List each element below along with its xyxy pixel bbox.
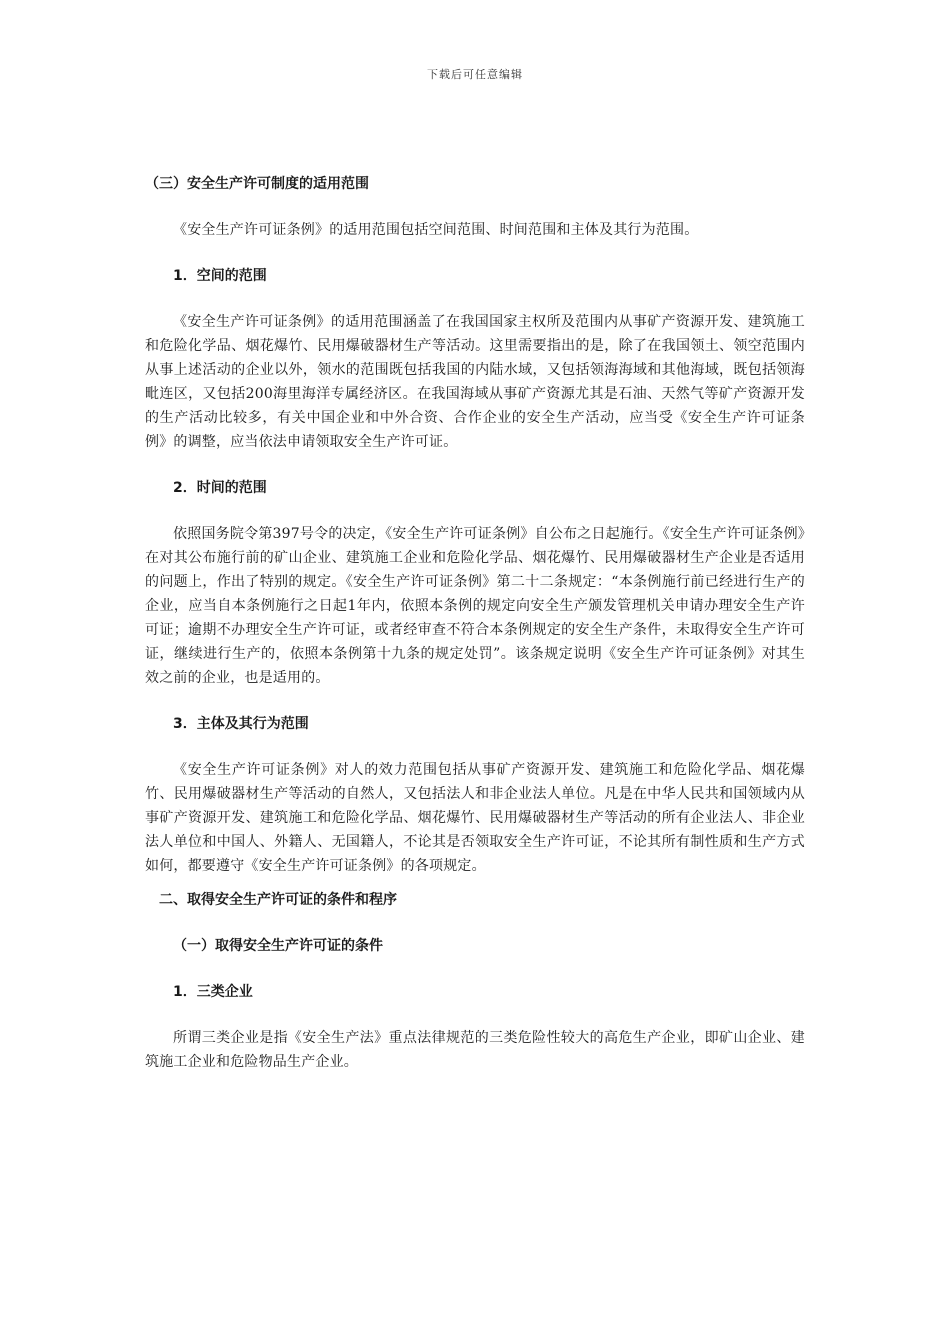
subsection-heading: 1．三类企业	[173, 984, 253, 1000]
paragraph: 《安全生产许可证条例》的适用范围包括空间范围、时间范围和主体及其行为范围。	[173, 222, 699, 238]
paragraph: 依照国务院令第397号令的决定，《安全生产许可证条例》自公布之日起施行。《安全生产许可证条例》在对其公布施行前的矿山企业、建筑施工企业和危险化学品、烟花爆竹、民用爆破器材生产企业是否适用的问题上，作出了特别的规定。《安全生产许可证条例》第二十二条规定：“本条例施行前已经进行生产的企业，应当自本条例施行之日起1年内，依照本条例的规定向安全生产颁发管理机关申请办理安全生产许可证；逾期不办理安全生产许可证，或者经审查不符合本条例规定的安全生产条件，未取得安全生产许可证，继续进行生产的，依照本条例第十九条的规定处罚”。该条规定说明《安全生产许可证条例》对其生效之前的企业，也是适用的。	[145, 526, 805, 686]
paragraph: 所谓三类企业是指《安全生产法》重点法律规范的三类危险性较大的高危生产企业，即矿山企业、建筑施工企业和危险物品生产企业。	[145, 1030, 805, 1070]
chapter-heading: 二、取得安全生产许可证的条件和程序	[159, 892, 397, 908]
paragraph: 《安全生产许可证条例》的适用范围涵盖了在我国国家主权所及范围内从事矿产资源开发、建筑施工和危险化学品、烟花爆竹、民用爆破器材生产等活动。这里需要指出的是，除了在我国领土、领空范围内从事上述活动的企业以外，领水的范围既包括我国的内陆水域，又包括领海海域和其他海域，既包括领海毗连区，又包括200海里海洋专属经济区。在我国海域从事矿产资源尤其是石油、天然气等矿产资源开发的生产活动比较多，有关中国企业和中外合资、合作企业的安全生产活动，应当受《安全生产许可证条例》的调整，应当依法申请领取安全生产许可证。	[145, 314, 805, 450]
paragraph: 《安全生产许可证条例》对人的效力范围包括从事矿产资源开发、建筑施工和危险化学品、烟花爆竹、民用爆破器材生产等活动的自然人，又包括法人和非企业法人单位。凡是在中华人民共和国领域内从事矿产资源开发、建筑施工和危险化学品、烟花爆竹、民用爆破器材生产等活动的所有企业法人、非企业法人单位和中国人、外籍人、无国籍人，不论其是否领取安全生产许可证，不论其所有制性质和生产方式如何，都要遵守《安全生产许可证条例》的各项规定。	[145, 762, 805, 874]
subsection-heading: 2．时间的范围	[173, 480, 267, 496]
section-heading: （一）取得安全生产许可证的条件	[173, 938, 383, 954]
section-heading: （三）安全生产许可制度的适用范围	[145, 176, 369, 192]
subsection-heading: 1．空间的范围	[173, 268, 267, 284]
subsection-heading: 3．主体及其行为范围	[173, 716, 309, 732]
page-header: 下载后可任意编辑	[427, 68, 523, 81]
document-body	[145, 172, 805, 1074]
